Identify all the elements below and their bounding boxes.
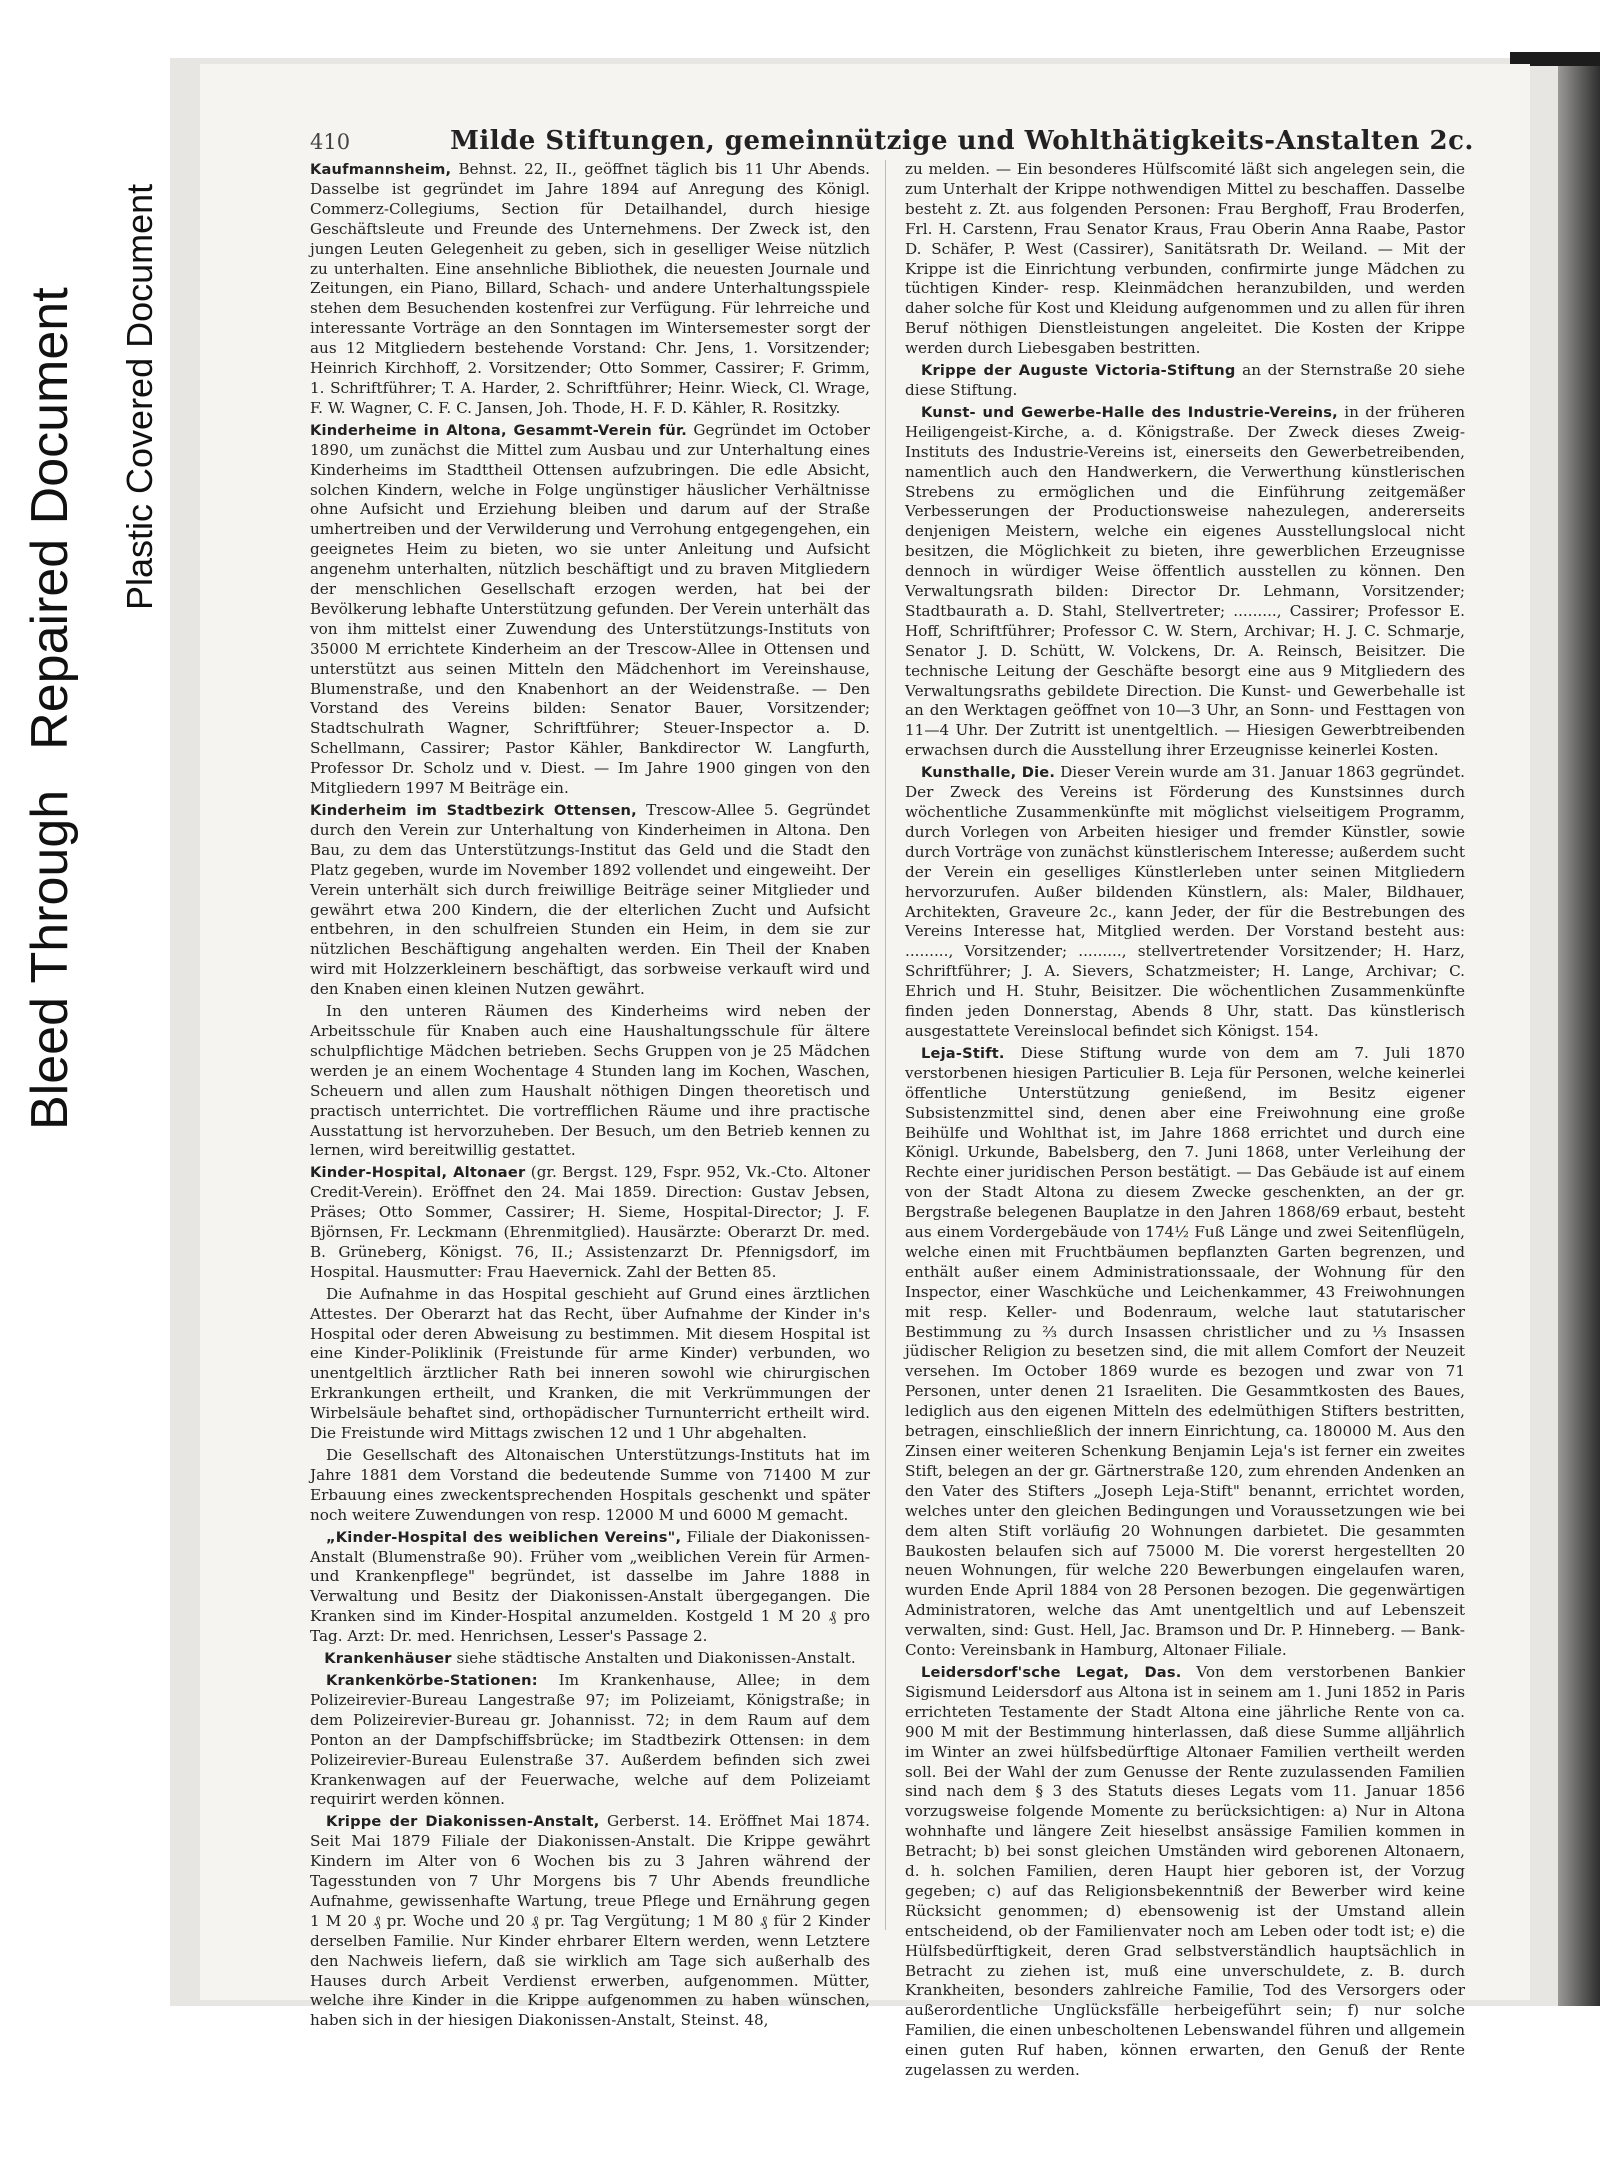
entry-paragraph bbox=[905, 763, 1465, 1042]
entry-text: zu melden. — Ein besonderes Hülfscomité läßt sich angelegen sein, die zum Unterhalt der Krippe nothwendigen Mittel zu beschaffen. Dasselbe besteht z. Zt. aus folgenden Personen: Frau Berghoff, Frau Broderfen, Frl. H. Carstenn, Frau Senator Kraus, Frau Oberin Anna Raabe, Pastor D. Schäfer, P. West (Cassirer), Sanitätsrath Dr. Weiland. — Mit der Krippe ist die Einrichtung verbunden, confirmirte junge Mädchen zu tüchtigen Kinder- resp. Kleinmädchen heranzubilden, und werden daher solche für Kost und Kleidung aufgenommen und zu allen für ihren Beruf nöthigen Dienstleistungen angeleitet. Die Kosten der Krippe werden durch Liebesgaben bestritten. bbox=[905, 160, 1465, 358]
entry-text: Behnst. 22, II., geöffnet täglich bis 11 Uhr Abends. Dasselbe ist gegründet im Jahre 1894 auf Anregung des Königl. Commerz-Collegiums, Section für Detailhandel, durch hiesige Geschäftsleute und Freunde des Unternehmens. Der Zweck ist, den jungen Leuten Gelegenheit zu geben, sich in geselliger Weise nützlich zu unterhalten. Eine ansehnliche Bibliothek, die neuesten Journale und Zeitungen, ein Piano, Billard, Schach- und andere Unterhaltungsspiele stehen dem Besuchenden kostenfrei zur Verfügung. Für lehrreiche und interessante Vorträge an den Sonntagen im Wintersemester sorgt der aus 12 Mitgliedern bestehende Vorstand: Chr. Jens, 1. Vorsitzender; Heinrich Kirchhoff, 2. Vorsitzender; Otto Sommer, Cassirer; F. Grimm, 1. Schriftführer; T. A. Harder, 2. Schriftführer; Heinr. Wieck, Cl. Wrage, F. W. Wagner, C. F. C. Jansen, Joh. Thode, H. F. D. Kähler, R. Rositzky. bbox=[310, 160, 871, 417]
side-labels bbox=[0, 160, 180, 1170]
entry-text: Gerberst. 14. Eröffnet Mai 1874. Seit Mai 1879 Filiale der Diakonissen-Anstalt. Die Krippe gewährt Kindern im Alter von 6 Wochen bis zu 3 Jahren während der Tagesstunden von 7 Uhr Morgens bis 7 Uhr Abends freundliche Aufnahme, gewissenhafte Wartung, treue Pflege und Ernährung gegen 1 M 20 ₰ pr. Woche und 20 ₰ pr. Tag Vergütung; 1 M 80 ₰ für 2 Kinder derselben Familie. Nur Kinder ehrbarer Eltern werden, wenn Letztere den Nachweis liefern, daß sie wirklich am Tage sich außerhalb des Hauses durch Arbeit Verdienst erwerben, aufgenommen. Mütter, welche ihre Kinder in die Krippe aufgenommen zu haben wünschen, haben sich in der hiesigen Diakonissen-Anstalt, Steinst. 48, bbox=[310, 1812, 870, 2030]
entry-text: Im Krankenhause, Allee; in dem Polizeirevier-Bureau Langestraße 97; im Polizeiamt, Königstraße; in dem Polizeirevier-Bureau gr. Johannisst. 72; in dem Raum auf dem Ponton an der Dampfschiffsbrücke; im Stadtbezirk Ottensen: in dem Polizeirevier-Bureau Eulenstraße 37. Außerdem befinden sich zwei Krankenwagen auf der Feuerwache, welche auf dem Polizeiamt requirirt werden können. bbox=[310, 1670, 870, 1809]
entry-paragraph bbox=[310, 1002, 870, 1161]
entry-heading: Leja-Stift. bbox=[921, 1044, 1005, 1062]
entry-heading: Kinder-Hospital, Altonaer bbox=[310, 1164, 526, 1182]
entry-heading: Krankenhäuser bbox=[324, 1650, 452, 1668]
entry-paragraph bbox=[905, 361, 1465, 401]
entry-text: Diese Stiftung wurde von dem am 7. Juli 1870 verstorbenen hiesigen Particulier B. Leja für Personen, welche keinerlei öffentliche Unterstützung genießend, im Besitz eigener Subsistenzmittel sind, denen aber eine Freiwohnung eine große Beihülfe und Wohlthat ist, im Jahre 1868 errichtet und durch eine Königl. Urkunde, Babelsberg, den 7. Juni 1868, unter Verleihung der Rechte einer juridischen Person bestätigt. — Das Gebäude ist auf einem von der Stadt Altona zu diesem Zwecke geschenkten, an der gr. Bergstraße belegenen Bauplatze in den Jahren 1868/69 erbaut, besteht aus einem Vordergebäude von 174½ Fuß Länge und zwei Seitenflügeln, welche einen mit Fruchtbäumen bepflanzten Garten begrenzen, und enthält außer einem Administrationssaale, der Wohnung für den Inspector, einer Waschküche und Leichenkammer, 43 Freiwohnungen mit resp. Keller- und Bodenraum, welche laut statutarischer Bestimmung zu ⅔ durch Insassen christlicher und zu ⅓ Insassen jüdischer Religion zu besetzen sind, die mit allem Comfort der Neuzeit versehen. Im October 1869 wurde es bezogen und zwar von 71 Personen, unter denen 21 Israeliten. Die Gesammtkosten des Baues, lediglich aus den eigenen Mitteln des edelmüthigen Stifters bestritten, betragen, einschließlich der innern Einrichtung, ca. 180000 M. Aus den Zinsen einer weiteren Schenkung Benjamin Leja's ist ferner ein zweites Stift, belegen an der gr. Gärtnerstraße 120, zum ehrenden Andenken an den Vater des Stifters „Joseph Leja-Stift" benannt, errichtet worden, welches unter den gleichen Bedingungen und Voraussetzungen wie bei dem alten Stift vorläufig 20 Wohnungen darbietet. Die gesammten Baukosten belaufen sich auf 75000 M. Die vorerst hergestellten 20 neuen Wohnungen, für welche 220 Bewerbungen eingelaufen waren, wurden Ende April 1884 von 28 Personen bezogen. Die gegenwärtigen Administratoren, welche das Amt unentgeltlich und auf Lebenszeit verwalten, sind: Gust. Hell, Jac. Bramson und Dr. P. Hinneberg. — Bank-Conto: Vereinsbank in Hamburg, Altonaer Filiale. bbox=[905, 1043, 1466, 1660]
entry-paragraph bbox=[905, 160, 1465, 359]
side-labels-rotated bbox=[0, 160, 180, 1170]
entry-paragraph bbox=[310, 1528, 870, 1647]
page-number: 410 bbox=[310, 130, 351, 154]
entry-paragraph bbox=[310, 801, 870, 1000]
entry-text: (gr. Bergst. 129, Fspr. 952, Vk.-Cto. Altoner Credit-Verein). Eröffnet den 24. Mai 1859. Direction: Gustav Jebsen, Präses; Otto Sommer, Cassirer; H. Sieme, Hospital-Director; J. F. Björnsen, Fr. Leckmann (Ehrenmitglied). Hausärzte: Oberarzt Dr. med. B. Grüneberg, Königst. 76, II.; Assistenzarzt Dr. Pfennigsdorf, im Hospital. Hausmutter: Frau Haevernick. Zahl der Betten 85. bbox=[310, 1163, 870, 1281]
entry-heading: Kaufmannsheim, bbox=[310, 161, 452, 178]
page-title: Milde Stiftungen, gemeinnützige und Wohlthätigkeits-Anstalten 2c. bbox=[450, 126, 1474, 156]
entry-paragraph bbox=[310, 1285, 870, 1444]
entry-text: In den unteren Räumen des Kinderheims wird neben der Arbeitsschule für Knaben auch eine Haushaltungsschule für ältere schulpflichtige Mädchen betrieben. Sechs Gruppen von je 25 Mädchen werden je an einem Wochentage 4 Stunden lang im Kochen, Waschen, Scheuern und allen zum Haushalt nöthigen Dingen theoretisch und practisch unterrichtet. Die vortrefflichen Räume und ihre practische Ausstattung ist hervorzuheben. Der Besuch, um den Betrieb kennen zu lernen, wird bereitwillig gestattet. bbox=[310, 1002, 870, 1160]
label-repaired-document: Repaired Document bbox=[20, 287, 79, 750]
entry-paragraph bbox=[310, 1163, 870, 1282]
left-column bbox=[310, 160, 871, 2030]
running-head bbox=[310, 126, 1500, 156]
entry-text: Gegründet im October 1890, um zunächst die Mittel zum Ausbau und zur Unterhaltung eines Kinderheims im Stadttheil Ottensen aufzubringen. Die edle Absicht, solchen Kindern, welche in Folge ungünstiger häuslicher Verhältnisse ohne Aufsicht und Erziehung bleiben und darum auf der Straße umhertreiben und der Verwilderung und Verrohung entgegengehen, ein geeignetes Heim zu bieten, wo sie unter Anleitung und Aufsicht angenehm unterhalten, nützlich beschäftigt und zu braven Mitgliedern der menschlichen Gesellschaft erzogen werden, hat bei der Bevölkerung lebhafte Unterstützung gefunden. Der Verein unterhält das von ihm mittelst einer Zuwendung des Unterstützungs-Instituts von 35000 M errichtete Kinderheim an der Trescow-Allee in Ottensen und unterstützt aus seinen Mitteln den Mädchenhort im Vereinshause, Blumenstraße, und den Knabenhort an der Weidenstraße. — Den Vorstand des Vereins bilden: Senator Bauer, Vorsitzender; Stadtschulrath Wagner, Schriftführer; Steuer-Inspector a. D. Schellmann, Cassirer; Pastor Kähler, Bankdirector W. Langfurth, Professor Dr. Scholz und v. Diest. — Im Jahre 1900 gingen von den Mitgliedern 1997 M Beiträge ein. bbox=[310, 420, 870, 798]
entry-heading: Krippe der Diakonissen-Anstalt, bbox=[326, 1813, 600, 1831]
entry-text: Die Aufnahme in das Hospital geschieht auf Grund eines ärztlichen Attestes. Der Oberarzt hat das Recht, über Aufnahme der Kinder in's Hospital oder deren Abweisung zu bestimmen. Mit diesem Hospital ist eine Kinder-Poliklinik (Freistunde für arme Kinder) verbunden, wo unentgeltlich ärztlicher Rath bei inneren sowohl wie chirurgischen Erkrankungen ertheilt, und Kranken, die mit Verkrümmungen der Wirbelsäule behaftet sind, orthopädischer Turnunterricht ertheilt wird. Die Freistunde wird Mittags zwischen 12 und 1 Uhr abgehalten. bbox=[310, 1284, 870, 1443]
entry-heading: Kunsthalle, Die. bbox=[921, 764, 1056, 782]
entry-paragraph bbox=[310, 1812, 870, 2031]
entry-text: Trescow-Allee 5. Gegründet durch den Verein zur Unterhaltung von Kinderheimen in Altona. Den Bau, zu dem das Unterstützungs-Institut das Geld und die Stadt den Platz gegeben, wurde im November 1892 vollendet und eingeweiht. Der Verein unterhält sich durch freiwillige Beiträge seiner Mitglieder und gewährt etwa 200 Kindern, die der elterlichen Zucht und Aufsicht entbehren, in den schulfreien Stunden ein Heim, in dem sie zur nützlichen Beschäftigung angehalten werden. Ein Theil der Knaben wird mit Holzzerkleinern beschäftigt, das sorbweise verkauft wird und den Knaben einen kleinen Nutzen gewährt. bbox=[310, 801, 870, 999]
right-column bbox=[905, 160, 1466, 2080]
entry-paragraph bbox=[905, 403, 1465, 761]
entry-heading: Leidersdorf'sche Legat, Das. bbox=[921, 1663, 1182, 1681]
label-plastic-covered-document: Plastic Covered Document bbox=[118, 183, 160, 610]
entry-text: siehe städtische Anstalten und Diakonissen-Anstalt. bbox=[456, 1649, 856, 1668]
entry-text: Dieser Verein wurde am 31. Januar 1863 gegründet. Der Zweck des Vereins ist Förderung des Kunstsinnes durch wöchentliche Zusammenkünfte mit möglichst vielseitigem Programm, durch Vorlegen von Arbeiten hiesiger und fremder Künstler, sowie durch Vorträge von zunächst künstlerischem Interesse; außerdem sucht der Verein ein geselliges Künstlerleben unter seinen Mitgliedern hervorzurufen. Außer bildenden Künstlern, als: Maler, Bildhauer, Architekten, Graveure 2c., kann Jeder, der für die Bestrebungen des Vereins Interesse hat, Mitglied werden. Der Vorstand besteht aus: ........., Vorsitzender; ........., stellvertretender Vorsitzender; H. Harz, Schriftführer; J. A. Sievers, Schatzmeister; H. Lange, Archivar; C. Ehrich und H. Stuhr, Beisitzer. Die wöchentlichen Zusammenkünfte finden jeden Donnerstag, Abends 8 Uhr, statt. Das künstlerisch ausgestattete Vereinslocal befindet sich Königst. 154. bbox=[905, 763, 1465, 1040]
entry-heading: „Kinder-Hospital des weiblichen Vereins", bbox=[326, 1528, 682, 1546]
entry-text: Filiale der Diakonissen-Anstalt (Blumenstraße 90). Früher vom „weiblichen Verein für Armen- und Krankenpflege" begründet, ist dasselbe im Jahre 1888 in Verwaltung und Besitz der Diakonissen-Anstalt übergegangen. Die Kranken sind im Kinder-Hospital anzumelden. Kostgeld 1 M 20 ₰ pro Tag. Arzt: Dr. med. Henrichsen, Lesser's Passage 2. bbox=[310, 1527, 870, 1646]
entry-text: Von dem verstorbenen Bankier Sigismund Leidersdorf aus Altona ist in seinem am 1. Juni 1852 in Paris errichteten Testamente der Stadt Altona eine jährliche Rente von ca. 900 M mit der Bestimmung hinterlassen, daß diese Summe alljährlich im Winter an zwei hülfsbedürftige Altonaer Familien vertheilt werden soll. Bei der Wahl der zum Genusse der Rente zuzulassenden Familien sind nach dem § 3 des Statuts dieses Legats vom 11. Januar 1856 vorzugsweise folgende Momente zu berücksichtigen: a) Nur in Altona wohnhafte und längere Zeit hieselbst ansässige Familien kommen in Betracht; b) bei sonst gleichen Umständen wird geborenen Altonaern, d. h. solchen Familien, deren Haupt hier geboren ist, der Vorzug gegeben; c) auf das Religionsbekenntniß der Bewerber wird keine Rücksicht genommen; d) ebensowenig ist der Umstand allein entscheidend, ob der Familienvater noch am Leben oder todt ist; e) die Hülfsbedürftigkeit, deren Grad selbstverständlich hauptsächlich in Betracht zu ziehen ist, muß eine unverschuldete, z. B. durch Krankheiten, besonders zahlreiche Familie, Tod des Versorgers oder außerordentliche Unglücksfälle herbeigeführt sein; f) nur solche Familien, die einen unbescholtenen Lebenswandel führen und allgemein einen guten Ruf haben, können erwarten, den Genuß der Rente zugelassen zu werden. bbox=[905, 1662, 1465, 2080]
entry-heading: Kunst- und Gewerbe-Halle des Industrie-Vereins, bbox=[921, 403, 1338, 421]
entry-heading: Kinderheime in Altona, Gesammt-Verein für. bbox=[310, 421, 688, 439]
entry-paragraph bbox=[310, 1446, 870, 1526]
scan-right-edge bbox=[1558, 58, 1600, 2006]
entry-text: Die Gesellschaft des Altonaischen Unterstützungs-Instituts hat im Jahre 1881 dem Vorstand die bedeutende Summe von 71400 M zur Erbauung eines zweckentsprechenden Hospitals geschenkt und später noch weitere Zuwendungen von resp. 12000 M und 6000 M gemacht. bbox=[310, 1446, 870, 1524]
entry-paragraph bbox=[310, 421, 870, 799]
entry-heading: Krankenkörbe-Stationen: bbox=[326, 1671, 538, 1689]
label-bleed-through: Bleed Through bbox=[20, 789, 79, 1130]
column-rule bbox=[885, 160, 886, 1930]
entry-text: in der früheren Heiligengeist-Kirche, a. d. Königstraße. Der Zweck dieses Zweig-Instituts des Industrie-Vereins ist, einerseits den Gewerbetreibenden, namentlich auch den Handwerkern, die Verwerthung künstlerischen Strebens zu ermöglichen und die Einführung zeitgemäßer Verbesserungen der Productionsweise nahezulegen, andererseits denjenigen Meistern, welche ein eigenes Ausstellungslocal nicht besitzen, die Möglichkeit zu bieten, ihre gewerblichen Erzeugnisse dennoch in würdiger Weise öffentlich ausstellen zu können. Den Verwaltungsrath bilden: Director Dr. Lehmann, Vorsitzender; Stadtbaurath a. D. Stahl, Stellvertreter; ........., Cassirer; Professor E. Hoff, Schriftführer; Professor C. W. Stern, Archivar; H. J. C. Schmarje, Senator J. D. Schütt, W. Volckens, Dr. A. Reinsch, Beisitzer. Die technische Leitung der Geschäfte besorgt eine aus 9 Mitgliedern des Verwaltungsraths gebildete Direction. Die Kunst- und Gewerbehalle ist an den Werktagen geöffnet von 10—3 Uhr, an Sonn- und Festtagen von 11—4 Uhr. Der Zutritt ist unentgeltlich. — Hiesigen Gewerbtreibenden erwachsen durch die Ausstellung ihrer Erzeugnisse keinerlei Kosten. bbox=[905, 402, 1465, 760]
entry-paragraph bbox=[310, 160, 870, 419]
side-label-row-bottom bbox=[20, 160, 80, 1170]
side-label-row-top bbox=[119, 160, 161, 1170]
entry-text: an der Sternstraße 20 siehe diese Stiftung. bbox=[905, 361, 1466, 399]
entry-heading: Kinderheim im Stadtbezirk Ottensen, bbox=[310, 802, 637, 819]
entry-paragraph bbox=[905, 1663, 1465, 2081]
entry-paragraph bbox=[905, 1044, 1465, 1661]
entry-paragraph bbox=[310, 1649, 870, 1669]
entry-paragraph bbox=[310, 1671, 870, 1810]
entry-heading: Krippe der Auguste Victoria-Stiftung bbox=[921, 362, 1236, 380]
